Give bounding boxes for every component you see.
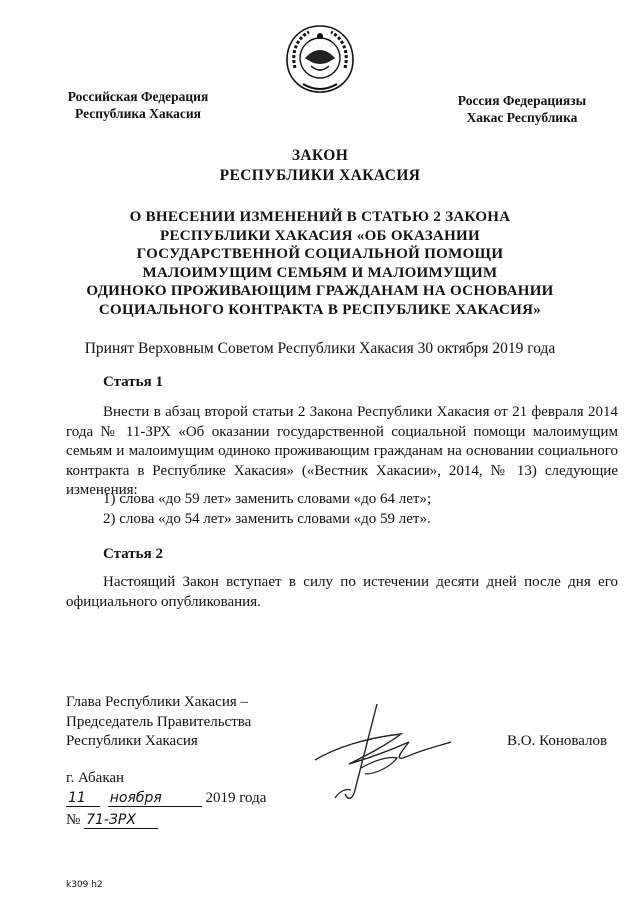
header-left-line1: Российская Федерация [67, 89, 209, 104]
article-1-body: Внести в абзац второй статьи 2 Закона Республики Хакасия от 21 февраля 2014 года № 11-ЗРХ «Об оказании государственной социальной помощи малоимущим семьям и малоимущим одиноко проживающим гражданам на основании социального контракта в Республике Хакасия» («Вестник Хакасии», 2014, № 13) следующие изменения: [66, 404, 618, 498]
republic-emblem-icon [281, 22, 359, 96]
article-1-text [66, 403, 618, 501]
header-left-line2: Республика Хакасия [75, 106, 201, 121]
doc-subtitle: РЕСПУБЛИКИ ХАКАСИЯ [219, 167, 421, 184]
footer-code: k309 h2 [66, 880, 103, 890]
header-right [452, 92, 592, 126]
header-right-line2: Хакас Республика [466, 110, 578, 125]
law-number-value: 71-ЗРХ [84, 812, 158, 829]
law-title-line: СОЦИАЛЬНОГО КОНТРАКТА В РЕСПУБЛИКЕ ХАКАСИЯ» [98, 301, 542, 318]
place: г. Абакан [66, 770, 125, 786]
signatory-position-line: Глава Республики Хакасия – [66, 694, 249, 710]
header-left [58, 88, 218, 122]
law-title-line: ОДИНОКО ПРОЖИВАЮЩИМ ГРАЖДАНАМ НА ОСНОВАНИИ [86, 283, 554, 299]
signatory-name: В.О. Коновалов [507, 733, 608, 749]
law-number-prefix: № [66, 812, 81, 828]
date-line [66, 790, 266, 807]
header-right-line1: Россия Федерациязы [457, 93, 587, 108]
article-2-heading: Статья 2 [103, 546, 163, 562]
date-year: 2019 года [205, 790, 267, 806]
signatory-position-line: Председатель Правительства [66, 713, 252, 730]
law-number [66, 812, 158, 829]
article-1-item-1: 1) слова «до 59 лет» заменить словами «до 64 лет»; [103, 491, 432, 507]
article-2-text [66, 573, 618, 612]
signatory-position-line: Республики Хакасия [66, 733, 198, 749]
law-title-line: РЕСПУБЛИКИ ХАКАСИЯ «ОБ ОКАЗАНИИ [160, 227, 480, 244]
article-2-body: Настоящий Закон вступает в силу по истечении десяти дней после дня его официального опубликования. [66, 574, 618, 610]
signatory-position [66, 693, 251, 752]
law-title-line: О ВНЕСЕНИИ ИЗМЕНЕНИЙ В СТАТЬЮ 2 ЗАКОНА [129, 209, 511, 225]
article-1-heading: Статья 1 [103, 374, 163, 390]
adoption-note: Принят Верховным Советом Республики Хакасия 30 октября 2019 года [84, 340, 556, 357]
law-title [60, 208, 580, 319]
article-1-item-2: 2) слова «до 54 лет» заменить словами «до 59 лет». [103, 511, 431, 527]
law-title-line: ГОСУДАРСТВЕННОЙ СОЦИАЛЬНОЙ ПОМОЩИ [136, 246, 504, 262]
law-title-line: МАЛОИМУЩИМ СЕМЬЯМ И МАЛОИМУЩИМ [142, 264, 498, 281]
doc-title: ЗАКОН [291, 147, 349, 164]
date-day: 11 [66, 790, 100, 807]
handwritten-signature [305, 698, 455, 808]
date-month: ноября [108, 790, 202, 807]
